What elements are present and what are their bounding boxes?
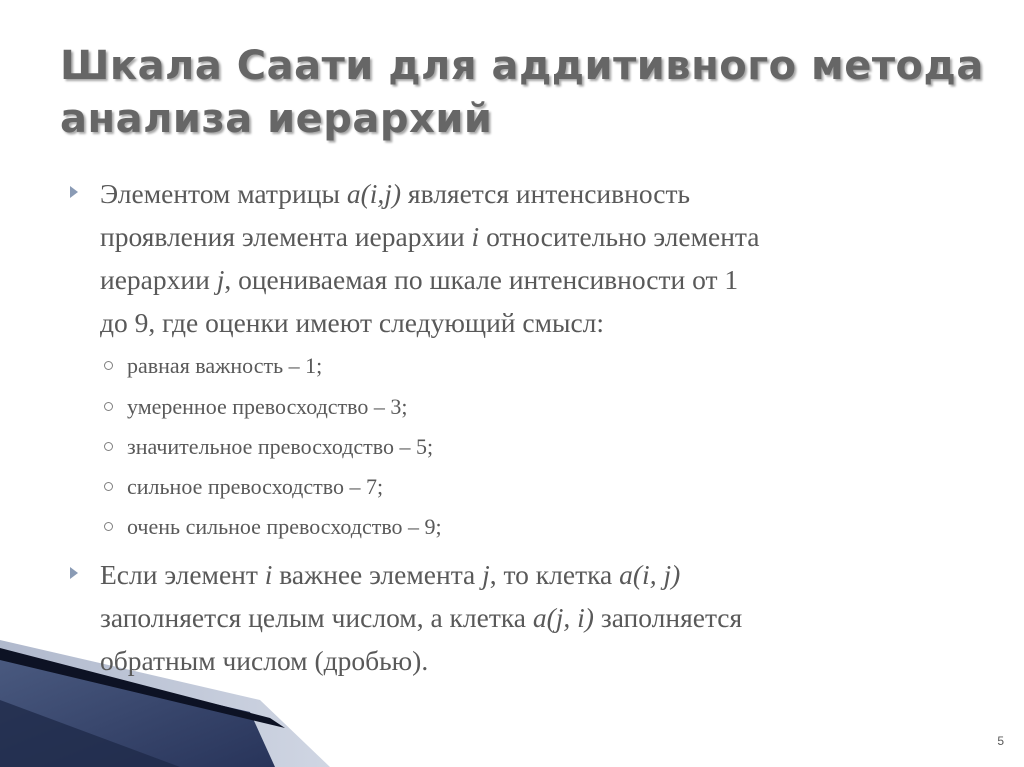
bullet2-line3: обратным числом (дробью).	[100, 645, 429, 676]
bullet1-line2: проявления элемента иерархии i относительно элемента	[100, 221, 760, 252]
title-line-1: Шкала Саати для аддитивного метода	[60, 43, 984, 89]
bullet1-line1: Элементом матрицы a(i,j) является интенсивность	[100, 178, 691, 209]
bullet-text	[100, 553, 970, 682]
scale-item: сильное превосходство – 7;	[104, 473, 804, 501]
circle-bullet-icon	[104, 522, 113, 531]
scale-item: очень сильное превосходство – 9;	[104, 513, 804, 541]
scale-item: значительное превосходство – 5;	[104, 433, 804, 461]
title-line-2: анализа иерархий	[60, 96, 493, 142]
scale-item: умеренное превосходство – 3;	[104, 393, 804, 421]
circle-bullet-icon	[104, 482, 113, 491]
circle-bullet-icon	[104, 402, 113, 411]
bullet2-line2: заполняется целым числом, а клетка a(j, i) заполняется	[100, 602, 743, 633]
circle-bullet-icon	[104, 361, 113, 370]
scale-item: равная важность – 1;	[104, 352, 804, 380]
bullet2-line1: Если элемент i важнее элемента j, то клетка a(i, j)	[100, 559, 681, 590]
bullet-arrow-icon	[70, 186, 78, 198]
slide-title	[60, 40, 1000, 146]
bullet-matrix-element	[70, 172, 970, 344]
bullet-text	[100, 172, 970, 344]
page-number: 5	[997, 734, 1004, 748]
bullet1-line4: до 9, где оценки имеют следующий смысл:	[100, 307, 605, 338]
bullet-arrow-icon	[70, 567, 78, 579]
bullet-fill-rule	[70, 553, 970, 682]
bullet1-line3: иерархии j, оцениваемая по шкале интенсивности от 1	[100, 264, 739, 295]
circle-bullet-icon	[104, 442, 113, 451]
